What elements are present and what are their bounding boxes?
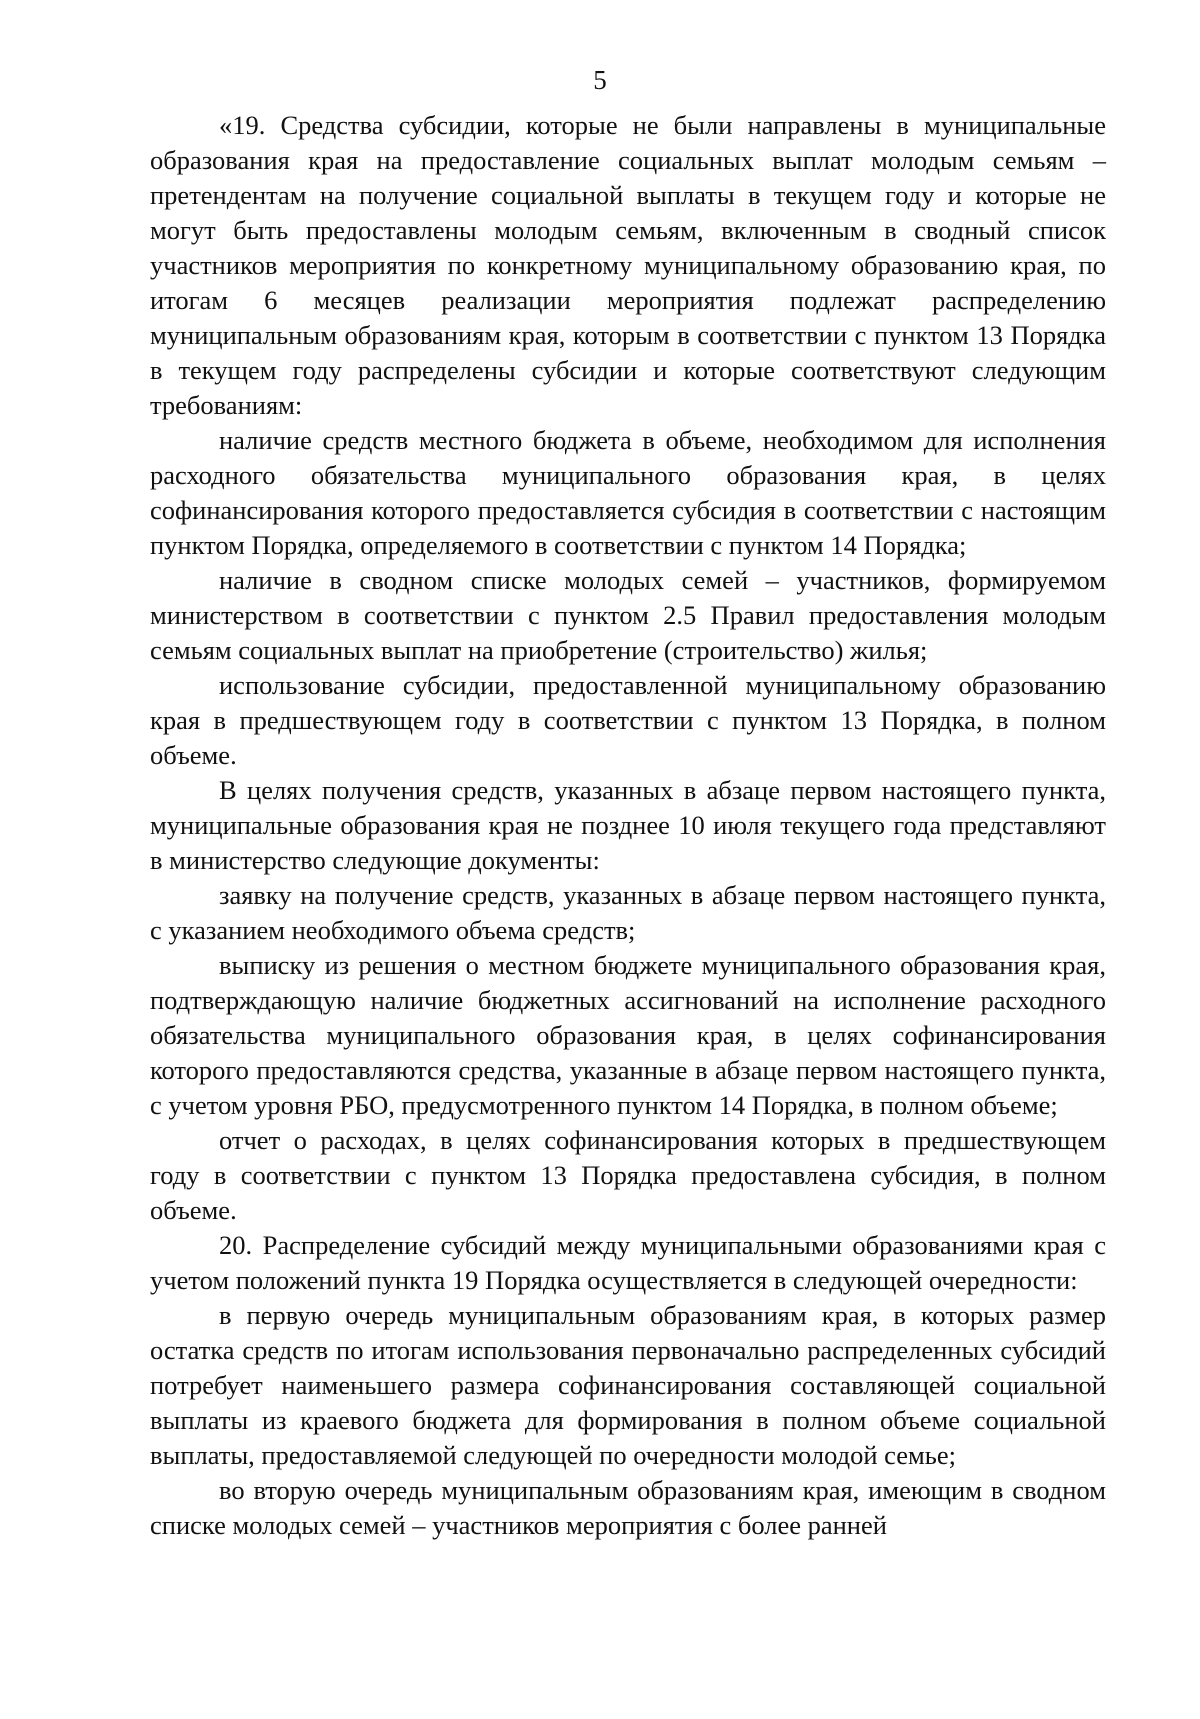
page-number: 5: [593, 65, 607, 95]
paragraph-requirement-summary-list: наличие в сводном списке молодых семей – участников, формируемом министерством в соответствии с пунктом 2.5 Правил предоставления молодым семьям социальных выплат на приобретение (строительство) жилья;: [150, 565, 1106, 665]
paragraph-document-expense-report: отчет о расходах, в целях софинансирования которых в предшествующем году в соответствии с пунктом 13 Порядка предоставлена субсидия, в полном объеме.: [150, 1125, 1106, 1225]
paragraph-requirement-local-budget: наличие средств местного бюджета в объеме, необходимом для исполнения расходного обязательства муниципального образования края, в целях софинансирования которого предоставляется субсидия в соответствии с настоящим пунктом Порядка, определяемого в соответствии с пунктом 14 Порядка;: [150, 425, 1106, 560]
paragraph-document-budget-extract: выписку из решения о местном бюджете муниципального образования края, подтверждающую наличие бюджетных ассигнований на исполнение расходного обязательства муниципального образования края, в целях софинансирования которого предоставляются средства, указанные в абзаце первом настоящего пункта, с учетом уровня РБО, предусмотренного пунктом 14 Порядка, в полном объеме;: [150, 950, 1106, 1120]
paragraph-documents-intro: В целях получения средств, указанных в абзаце первом настоящего пункта, муниципальные образования края не позднее 10 июля текущего года представляют в министерство следующие документы:: [150, 775, 1106, 875]
paragraph-second-priority: во вторую очередь муниципальным образованиям края, имеющим в сводном списке молодых семей – участников мероприятия с более ранней: [150, 1475, 1106, 1540]
paragraph-20-intro: 20. Распределение субсидий между муниципальными образованиями края с учетом положений пункта 19 Порядка осуществляется в следующей очередности:: [150, 1230, 1106, 1295]
paragraph-requirement-subsidy-usage: использование субсидии, предоставленной муниципальному образованию края в предшествующем году в соответствии с пунктом 13 Порядка, в полном объеме.: [150, 670, 1106, 770]
paragraph-first-priority: в первую очередь муниципальным образованиям края, в которых размер остатка средств по итогам использования первоначально распределенных субсидий потребует наименьшего размера софинансирования составляющей социальной выплаты из краевого бюджета для формирования в полном объеме социальной выплаты, предоставляемой следующей по очередности молодой семье;: [150, 1300, 1106, 1470]
paragraph-document-application: заявку на получение средств, указанных в абзаце первом настоящего пункта, с указанием необходимого объема средств;: [150, 880, 1106, 945]
document-body: [150, 108, 1106, 1543]
paragraph-19-intro: «19. Средства субсидии, которые не были направлены в муниципальные образования края на предоставление социальных выплат молодым семьям – претендентам на получение социальной выплаты в текущем году и которые не могут быть предоставлены молодым семьям, включенным в сводный список участников мероприятия по конкретному муниципальному образованию края, по итогам 6 месяцев реализации мероприятия подлежат распределению муниципальным образованиям края, которым в соответствии с пунктом 13 Порядка в текущем году распределены субсидии и которые соответствуют следующим требованиям:: [150, 110, 1106, 420]
